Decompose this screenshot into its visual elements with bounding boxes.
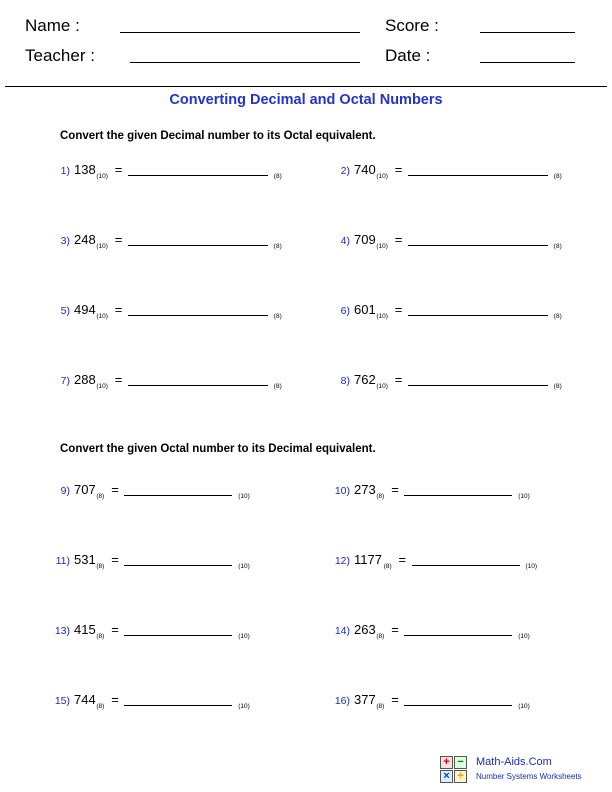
problem-value: 138 (74, 162, 96, 177)
answer-blank[interactable] (128, 315, 268, 316)
problem-value: 744 (74, 692, 96, 707)
source-base: (8) (96, 563, 105, 570)
answer-blank[interactable] (404, 705, 512, 706)
equals-sign: = (394, 372, 403, 387)
target-base: (10) (238, 493, 250, 500)
name-label: Name : (25, 16, 80, 35)
plus-icon: + (440, 756, 453, 769)
answer-blank[interactable] (124, 705, 232, 706)
problem-value: 709 (354, 232, 376, 247)
date-label: Date : (385, 46, 431, 65)
times-icon: × (440, 770, 453, 783)
answer-blank[interactable] (404, 635, 512, 636)
problem-3 (40, 232, 310, 252)
problem-1 (40, 162, 310, 182)
source-base: (8) (376, 633, 385, 640)
problem-value: 263 (354, 622, 376, 637)
answer-blank[interactable] (124, 635, 232, 636)
problem-number: 5) (60, 305, 70, 317)
answer-blank[interactable] (408, 315, 548, 316)
target-base: (10) (238, 563, 250, 570)
target-base: (8) (553, 313, 562, 320)
problem-number: 1) (60, 165, 70, 177)
answer-blank[interactable] (128, 245, 268, 246)
problem-13 (40, 622, 310, 642)
source-base: (10) (376, 173, 388, 180)
equals-sign: = (111, 622, 119, 637)
name-field[interactable] (120, 32, 360, 33)
source-base: (8) (96, 703, 105, 710)
equals-sign: = (391, 622, 399, 637)
target-base: (10) (238, 703, 250, 710)
answer-blank[interactable] (128, 175, 268, 176)
equals-sign: = (391, 692, 399, 707)
target-base: (8) (273, 243, 282, 250)
problem-value: 377 (354, 692, 376, 707)
problem-value: 1177 (354, 552, 382, 567)
equals-sign: = (111, 552, 119, 567)
problem-number: 9) (60, 485, 70, 497)
source-base: (10) (96, 243, 108, 250)
target-base: (8) (273, 173, 282, 180)
source-base: (10) (96, 313, 108, 320)
problem-4 (320, 232, 590, 252)
problem-9 (40, 482, 310, 502)
equals-sign: = (398, 552, 407, 567)
math-aids-logo (440, 756, 468, 784)
worksheet-title: Converting Decimal and Octal Numbers (169, 92, 443, 108)
problem-number: 3) (60, 235, 70, 247)
problem-number: 8) (340, 375, 350, 387)
equals-sign: = (394, 232, 403, 247)
problem-number: 16) (334, 695, 350, 707)
target-base: (8) (273, 383, 282, 390)
equals-sign: = (391, 482, 399, 497)
target-base: (8) (553, 243, 562, 250)
problem-7 (40, 372, 310, 392)
date-field[interactable] (480, 62, 575, 63)
target-base: (10) (518, 703, 530, 710)
target-base: (10) (238, 633, 250, 640)
problem-2 (320, 162, 590, 182)
problem-6 (320, 302, 590, 322)
target-base: (8) (273, 313, 282, 320)
problem-16 (320, 692, 590, 712)
target-base: (8) (553, 173, 562, 180)
brand-name[interactable]: Math-Aids.Com (476, 756, 552, 768)
problem-number: 6) (340, 305, 350, 317)
problem-value: 707 (74, 482, 96, 497)
problem-number: 7) (60, 375, 70, 387)
problem-number: 11) (55, 555, 70, 567)
answer-blank[interactable] (128, 385, 268, 386)
score-label: Score : (385, 16, 439, 35)
source-base: (10) (376, 383, 388, 390)
equals-sign: = (114, 232, 123, 247)
source-base: (8) (376, 703, 385, 710)
target-base: (10) (525, 563, 538, 570)
problem-number: 12) (334, 555, 350, 567)
answer-blank[interactable] (412, 565, 520, 566)
answer-blank[interactable] (124, 565, 232, 566)
source-base: (8) (383, 563, 392, 570)
section2-instruction: Convert the given Octal number to its Decimal equivalent. (60, 443, 376, 455)
teacher-field[interactable] (130, 62, 360, 63)
brand-subtitle: Number Systems Worksheets (476, 772, 582, 781)
problem-value: 601 (354, 302, 376, 317)
problem-14 (320, 622, 590, 642)
target-base: (10) (518, 493, 530, 500)
source-base: (10) (376, 243, 388, 250)
teacher-label: Teacher : (25, 46, 95, 65)
problem-10 (320, 482, 590, 502)
problem-value: 762 (354, 372, 376, 387)
source-base: (10) (376, 313, 388, 320)
source-base: (8) (376, 493, 385, 500)
score-field[interactable] (480, 32, 575, 33)
problem-value: 288 (74, 372, 96, 387)
problem-number: 4) (340, 235, 350, 247)
answer-blank[interactable] (404, 495, 512, 496)
equals-sign: = (114, 162, 123, 177)
problem-value: 531 (74, 552, 96, 567)
equals-sign: = (114, 372, 123, 387)
source-base: (10) (96, 383, 108, 390)
source-base: (10) (96, 173, 108, 180)
answer-blank[interactable] (408, 245, 548, 246)
answer-blank[interactable] (408, 385, 548, 386)
equals-sign: = (394, 302, 403, 317)
equals-sign: = (111, 482, 119, 497)
section1-instruction: Convert the given Decimal number to its Octal equivalent. (60, 130, 376, 142)
divide-icon: ÷ (454, 770, 467, 783)
problem-value: 248 (74, 232, 96, 247)
answer-blank[interactable] (124, 495, 232, 496)
problem-number: 10) (334, 485, 350, 497)
problem-15 (40, 692, 310, 712)
problem-value: 415 (74, 622, 96, 637)
equals-sign: = (111, 692, 119, 707)
target-base: (10) (518, 633, 530, 640)
problem-number: 2) (340, 165, 350, 177)
answer-blank[interactable] (408, 175, 548, 176)
problem-12 (320, 552, 590, 572)
problem-11 (40, 552, 310, 572)
header-divider (5, 86, 607, 87)
problem-number: 14) (334, 625, 350, 637)
problem-8 (320, 372, 590, 392)
problem-value: 273 (354, 482, 376, 497)
equals-sign: = (114, 302, 123, 317)
problem-value: 740 (354, 162, 376, 177)
target-base: (8) (553, 383, 562, 390)
problem-number: 13) (54, 625, 70, 637)
source-base: (8) (96, 633, 105, 640)
problem-number: 15) (54, 695, 70, 707)
equals-sign: = (394, 162, 403, 177)
problem-5 (40, 302, 310, 322)
source-base: (8) (96, 493, 105, 500)
minus-icon: − (454, 756, 467, 769)
problem-value: 494 (74, 302, 96, 317)
